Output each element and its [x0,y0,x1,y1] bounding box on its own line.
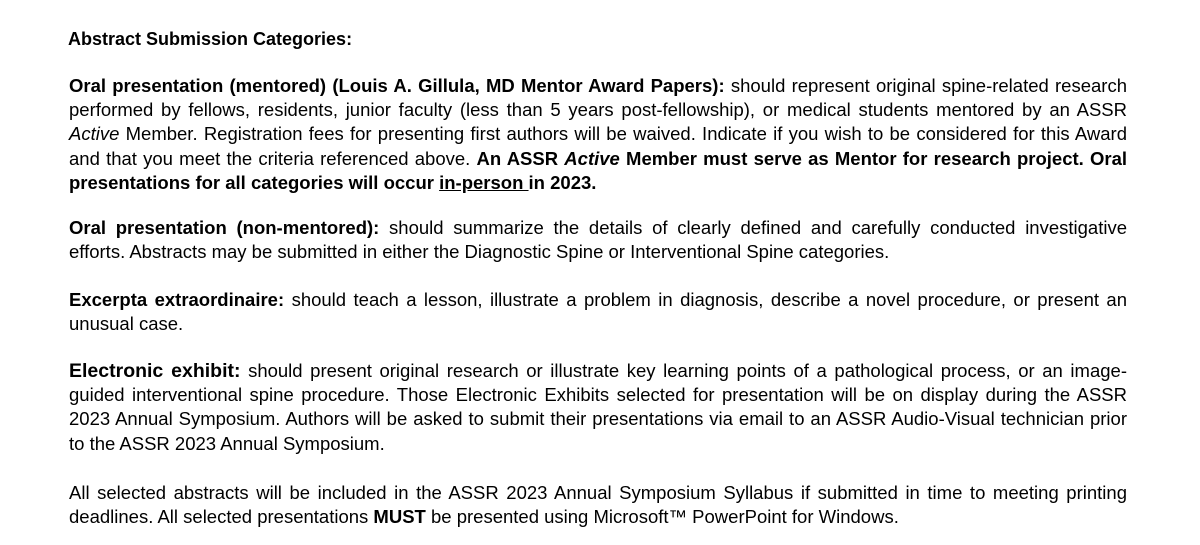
must-emphasis: MUST [373,506,426,528]
exhibit-body: should present original research or illustrate key learning points of a pathological process, or an image-guided interventional spine procedure. Those Electronic Exhibits selected for presentation will be on display during the ASSR 2023 Annual Symposium. Authors will be asked to submit their presentations via email to an ASSR Audio-Visual technician prior to the ASSR 2023 Annual Symposium. [69,360,1127,454]
active-term-1: Active [69,123,120,145]
mentored-paragraph [69,74,1127,195]
excerpta-paragraph [69,288,1127,336]
mentored-bold-3: in 2023. [528,171,597,193]
exhibit-title: Electronic exhibit: [69,360,241,382]
in-person-underlined: in-person [439,171,529,193]
mentored-body-2: Member. Registration fees for presenting first authors will be waived. Indicate if you wish to be considered for this Award and that you meet the criteria referenced above. [69,123,1127,169]
non-mentored-paragraph [69,216,1127,264]
closing-body-2: be presented using Microsoft™ PowerPoint for Windows. [425,506,899,528]
closing-body-1: All selected abstracts will be included in the ASSR 2023 Annual Symposium Syllabus if submitted in time to meeting printing deadlines. All selected presentations [69,482,1127,528]
mentored-title: Oral presentation (mentored) (Louis A. Gillula, MD Mentor Award Papers): [69,75,725,96]
closing-paragraph [69,481,1127,529]
mentored-bold-1: An ASSR [476,147,565,169]
exhibit-paragraph [69,359,1127,456]
excerpta-title: Excerpta extraordinaire: [69,289,285,310]
active-term-2: Active [564,147,620,169]
non-mentored-title: Oral presentation (non-mentored): [69,217,380,238]
mentored-body-1: should represent original spine-related research performed by fellows, residents, junior faculty (less than 5 years post-fellowship), or medical students mentored by an ASSR [69,75,1127,121]
mentored-bold-2: Member must serve as Mentor for research project. Oral presentations for all categories will occur [69,147,1128,193]
non-mentored-body: should summarize the details of clearly defined and carefully conducted investigative efforts. Abstracts may be submitted in either the Diagnostic Spine or Interventional Spine categories. [69,217,1127,263]
excerpta-body: should teach a lesson, illustrate a problem in diagnosis, describe a novel procedure, or present an unusual case. [69,289,1128,335]
page-heading: Abstract Submission Categories: [68,29,353,49]
